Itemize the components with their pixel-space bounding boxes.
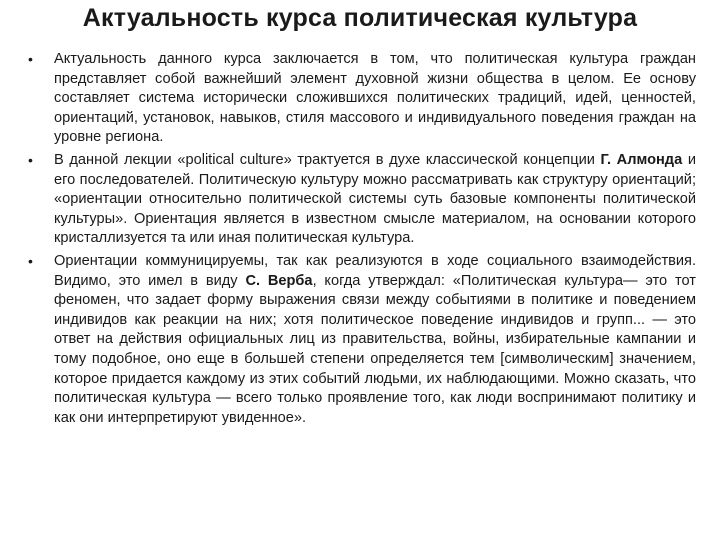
bullet-item-relevance: [24, 50, 696, 148]
bullet-list: [24, 50, 696, 431]
author-name-almond: Г. Алмонда: [600, 151, 683, 168]
bullet-text: Актуальность данного курса заключается в том, что политическая культура граждан представляет собой важнейший элемент духовной жизни общества в целом. Ее основу составляет система исторически сложившихся политических традиций, идей, ценностей, ориентаций, установок, навыков, стиля массового и индивидуального поведения граждан на уровне региона.: [54, 51, 696, 146]
bullet-text-end: и его последователей. Политическую культуру можно рассматривать как структуру ориентаций; «ориентации относительно политической системы суть базовые компоненты политической культуры». Ориентация является в известном смысле материалом, на основании которого кристаллизуется та или иная политическая культура.: [54, 151, 696, 247]
bullet-marker: •: [28, 51, 33, 67]
slide-title: Актуальность курса политическая культура: [82, 4, 638, 32]
bullet-item-almond: [24, 151, 696, 249]
bullet-marker: •: [28, 252, 33, 269]
bullet-text-start: В данной лекции «political culture» трактуется в духе классической концепции: [54, 151, 601, 168]
bullet-text-start: Ориентации коммуницируемы, так как реализуются в ходе социального взаимодействия. Видимо, это имел в виду: [54, 252, 696, 289]
bullet-text-end: , когда утверждал: «Политическая культура— это тот феномен, что задает форму выражения связи между событиями в политике и поведением индивидов как реакции на них; хотя политическое поведение индивидов и групп... — это ответ на действия официальных лиц из правительства, войны, избирательные кампании и тому подобное, оно еще в большей степени определяется тем [символическим] значением, которое придается каждому из этих событий людьми, их наблюдающими. Можно сказать, что политическая культура — всего только проявление того, как люди воспринимают политику и как они интерпретируют увиденное».: [54, 272, 696, 426]
bullet-marker: •: [28, 151, 33, 168]
author-name-verba: С. Верба: [245, 272, 313, 289]
bullet-item-verba: [24, 252, 696, 428]
